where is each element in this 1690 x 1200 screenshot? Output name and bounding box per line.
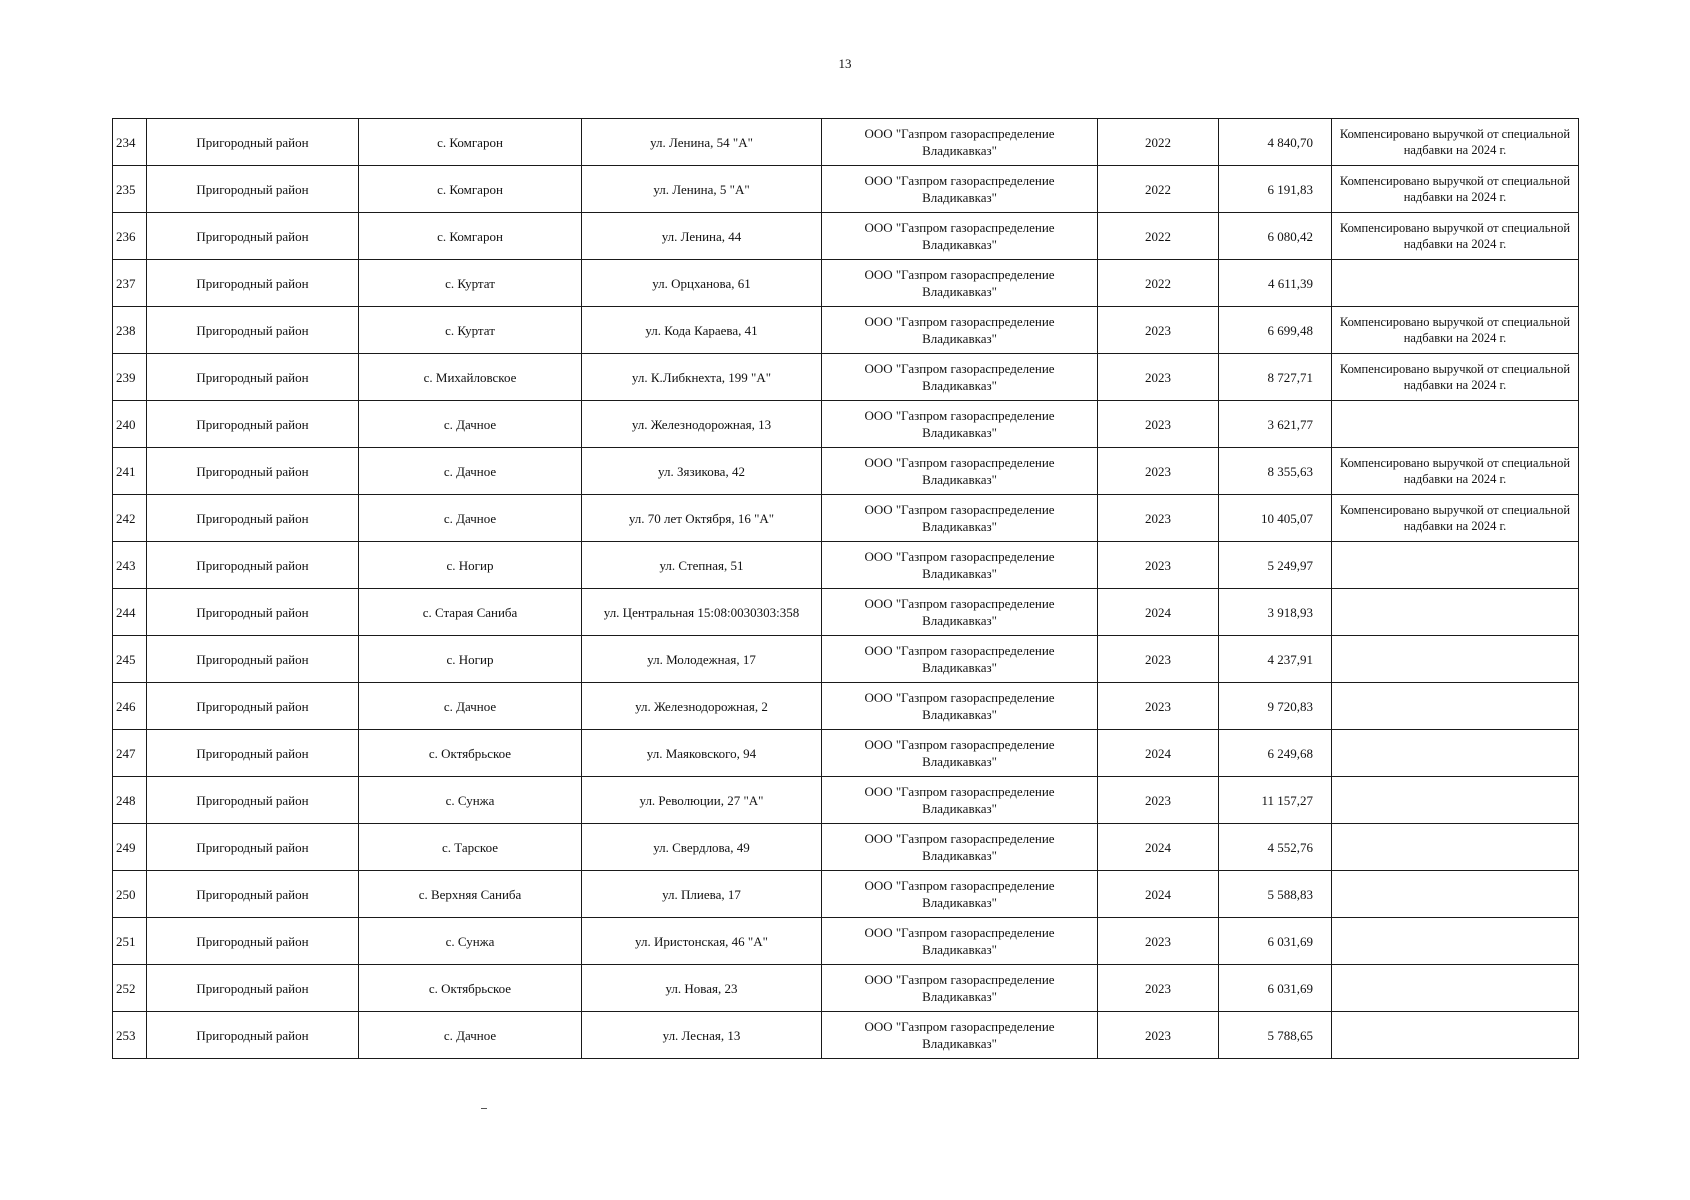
cell-company: ООО "Газпром газораспределение Владикавказ" (822, 260, 1098, 307)
cell-year: 2023 (1098, 401, 1219, 448)
cell-village: с. Дачное (359, 495, 582, 542)
cell-year: 2022 (1098, 213, 1219, 260)
cell-year: 2023 (1098, 448, 1219, 495)
cell-num: 239 (113, 354, 147, 401)
table-row (113, 448, 1579, 495)
cell-year: 2023 (1098, 683, 1219, 730)
cell-company: ООО "Газпром газораспределение Владикавказ" (822, 824, 1098, 871)
cell-num: 241 (113, 448, 147, 495)
cell-district: Пригородный район (147, 401, 359, 448)
cell-amount: 10 405,07 (1219, 495, 1332, 542)
cell-company: ООО "Газпром газораспределение Владикавказ" (822, 965, 1098, 1012)
cell-address: ул. Зязикова, 42 (582, 448, 822, 495)
cell-num: 234 (113, 119, 147, 166)
table-row (113, 307, 1579, 354)
cell-num: 249 (113, 824, 147, 871)
cell-num: 242 (113, 495, 147, 542)
cell-district: Пригородный район (147, 636, 359, 683)
cell-num: 253 (113, 1012, 147, 1059)
cell-company: ООО "Газпром газораспределение Владикавказ" (822, 213, 1098, 260)
cell-company: ООО "Газпром газораспределение Владикавказ" (822, 166, 1098, 213)
cell-address: ул. 70 лет Октября, 16 "А" (582, 495, 822, 542)
cell-amount: 6 031,69 (1219, 965, 1332, 1012)
cell-company: ООО "Газпром газораспределение Владикавказ" (822, 871, 1098, 918)
cell-company: ООО "Газпром газораспределение Владикавказ" (822, 307, 1098, 354)
cell-district: Пригородный район (147, 307, 359, 354)
cell-year: 2024 (1098, 824, 1219, 871)
cell-village: с. Комгарон (359, 166, 582, 213)
table-row (113, 495, 1579, 542)
table-row (113, 777, 1579, 824)
cell-amount: 4 237,91 (1219, 636, 1332, 683)
table-row (113, 119, 1579, 166)
cell-amount: 8 727,71 (1219, 354, 1332, 401)
cell-note (1332, 1012, 1579, 1059)
cell-district: Пригородный район (147, 730, 359, 777)
cell-note: Компенсировано выручкой от специальной надбавки на 2024 г. (1332, 448, 1579, 495)
cell-address: ул. Степная, 51 (582, 542, 822, 589)
table-row (113, 730, 1579, 777)
cell-address: ул. Ленина, 5 "А" (582, 166, 822, 213)
cell-amount: 4 552,76 (1219, 824, 1332, 871)
cell-district: Пригородный район (147, 260, 359, 307)
cell-year: 2024 (1098, 730, 1219, 777)
cell-address: ул. Железнодорожная, 13 (582, 401, 822, 448)
cell-note: Компенсировано выручкой от специальной надбавки на 2024 г. (1332, 119, 1579, 166)
cell-amount: 6 080,42 (1219, 213, 1332, 260)
cell-note (1332, 683, 1579, 730)
cell-address: ул. Железнодорожная, 2 (582, 683, 822, 730)
cell-year: 2022 (1098, 260, 1219, 307)
cell-district: Пригородный район (147, 166, 359, 213)
cell-amount: 6 249,68 (1219, 730, 1332, 777)
cell-num: 238 (113, 307, 147, 354)
cell-amount: 9 720,83 (1219, 683, 1332, 730)
page-number: 13 (838, 56, 852, 71)
cell-address: ул. Молодежная, 17 (582, 636, 822, 683)
cell-note (1332, 260, 1579, 307)
scan-mark (481, 1108, 487, 1109)
cell-note (1332, 777, 1579, 824)
cell-address: ул. К.Либкнехта, 199 "А" (582, 354, 822, 401)
cell-company: ООО "Газпром газораспределение Владикавказ" (822, 730, 1098, 777)
cell-company: ООО "Газпром газораспределение Владикавказ" (822, 119, 1098, 166)
cell-address: ул. Свердлова, 49 (582, 824, 822, 871)
cell-address: ул. Кода Караева, 41 (582, 307, 822, 354)
cell-address: ул. Революции, 27 "А" (582, 777, 822, 824)
cell-village: с. Дачное (359, 1012, 582, 1059)
table-row (113, 401, 1579, 448)
cell-note (1332, 730, 1579, 777)
cell-year: 2022 (1098, 119, 1219, 166)
cell-company: ООО "Газпром газораспределение Владикавказ" (822, 589, 1098, 636)
table-row (113, 542, 1579, 589)
cell-note (1332, 965, 1579, 1012)
cell-village: с. Куртат (359, 307, 582, 354)
cell-amount: 5 788,65 (1219, 1012, 1332, 1059)
table-row (113, 213, 1579, 260)
cell-village: с. Дачное (359, 683, 582, 730)
table-row (113, 683, 1579, 730)
cell-company: ООО "Газпром газораспределение Владикавказ" (822, 683, 1098, 730)
cell-village: с. Сунжа (359, 777, 582, 824)
cell-year: 2023 (1098, 777, 1219, 824)
cell-district: Пригородный район (147, 777, 359, 824)
table-row (113, 965, 1579, 1012)
cell-address: ул. Ленина, 54 "А" (582, 119, 822, 166)
table-row (113, 166, 1579, 213)
cell-company: ООО "Газпром газораспределение Владикавказ" (822, 1012, 1098, 1059)
data-table (112, 118, 1579, 1059)
cell-company: ООО "Газпром газораспределение Владикавказ" (822, 918, 1098, 965)
cell-village: с. Дачное (359, 448, 582, 495)
cell-village: с. Комгарон (359, 119, 582, 166)
cell-num: 236 (113, 213, 147, 260)
cell-year: 2023 (1098, 965, 1219, 1012)
cell-address: ул. Центральная 15:08:0030303:358 (582, 589, 822, 636)
cell-year: 2023 (1098, 636, 1219, 683)
cell-address: ул. Маяковского, 94 (582, 730, 822, 777)
cell-village: с. Куртат (359, 260, 582, 307)
cell-company: ООО "Газпром газораспределение Владикавказ" (822, 495, 1098, 542)
cell-year: 2023 (1098, 354, 1219, 401)
cell-village: с. Старая Саниба (359, 589, 582, 636)
cell-amount: 5 588,83 (1219, 871, 1332, 918)
cell-year: 2024 (1098, 589, 1219, 636)
cell-district: Пригородный район (147, 589, 359, 636)
cell-year: 2023 (1098, 1012, 1219, 1059)
cell-address: ул. Новая, 23 (582, 965, 822, 1012)
cell-amount: 6 191,83 (1219, 166, 1332, 213)
cell-num: 246 (113, 683, 147, 730)
table-row (113, 636, 1579, 683)
cell-district: Пригородный район (147, 542, 359, 589)
table-row (113, 354, 1579, 401)
cell-district: Пригородный район (147, 213, 359, 260)
cell-district: Пригородный район (147, 448, 359, 495)
cell-num: 247 (113, 730, 147, 777)
cell-district: Пригородный район (147, 918, 359, 965)
cell-company: ООО "Газпром газораспределение Владикавказ" (822, 777, 1098, 824)
cell-amount: 4 840,70 (1219, 119, 1332, 166)
cell-company: ООО "Газпром газораспределение Владикавказ" (822, 636, 1098, 683)
cell-district: Пригородный район (147, 354, 359, 401)
table-row (113, 260, 1579, 307)
cell-address: ул. Орцханова, 61 (582, 260, 822, 307)
cell-address: ул. Плиева, 17 (582, 871, 822, 918)
cell-company: ООО "Газпром газораспределение Владикавказ" (822, 448, 1098, 495)
cell-note (1332, 824, 1579, 871)
cell-year: 2023 (1098, 542, 1219, 589)
cell-note (1332, 401, 1579, 448)
cell-amount: 8 355,63 (1219, 448, 1332, 495)
cell-num: 235 (113, 166, 147, 213)
cell-amount: 3 918,93 (1219, 589, 1332, 636)
cell-year: 2022 (1098, 166, 1219, 213)
cell-num: 252 (113, 965, 147, 1012)
table-body (113, 119, 1579, 1059)
cell-village: с. Ногир (359, 636, 582, 683)
table-row (113, 1012, 1579, 1059)
cell-amount: 5 249,97 (1219, 542, 1332, 589)
cell-num: 250 (113, 871, 147, 918)
cell-note (1332, 871, 1579, 918)
cell-address: ул. Ленина, 44 (582, 213, 822, 260)
cell-village: с. Октябрьское (359, 965, 582, 1012)
cell-year: 2023 (1098, 495, 1219, 542)
cell-amount: 6 699,48 (1219, 307, 1332, 354)
cell-address: ул. Иристонская, 46 "А" (582, 918, 822, 965)
cell-company: ООО "Газпром газораспределение Владикавказ" (822, 401, 1098, 448)
cell-district: Пригородный район (147, 683, 359, 730)
cell-note: Компенсировано выручкой от специальной надбавки на 2024 г. (1332, 166, 1579, 213)
cell-village: с. Сунжа (359, 918, 582, 965)
cell-note: Компенсировано выручкой от специальной надбавки на 2024 г. (1332, 495, 1579, 542)
cell-village: с. Верхняя Саниба (359, 871, 582, 918)
cell-company: ООО "Газпром газораспределение Владикавказ" (822, 354, 1098, 401)
cell-amount: 6 031,69 (1219, 918, 1332, 965)
cell-note (1332, 542, 1579, 589)
cell-village: с. Дачное (359, 401, 582, 448)
table-row (113, 589, 1579, 636)
cell-note: Компенсировано выручкой от специальной надбавки на 2024 г. (1332, 213, 1579, 260)
table-row (113, 824, 1579, 871)
cell-company: ООО "Газпром газораспределение Владикавказ" (822, 542, 1098, 589)
cell-district: Пригородный район (147, 871, 359, 918)
cell-village: с. Михайловское (359, 354, 582, 401)
cell-district: Пригородный район (147, 1012, 359, 1059)
cell-note (1332, 589, 1579, 636)
cell-num: 245 (113, 636, 147, 683)
cell-district: Пригородный район (147, 965, 359, 1012)
cell-village: с. Комгарон (359, 213, 582, 260)
cell-district: Пригородный район (147, 824, 359, 871)
table-row (113, 918, 1579, 965)
cell-num: 243 (113, 542, 147, 589)
table-row (113, 871, 1579, 918)
cell-note (1332, 636, 1579, 683)
cell-num: 244 (113, 589, 147, 636)
cell-num: 248 (113, 777, 147, 824)
cell-year: 2023 (1098, 307, 1219, 354)
cell-num: 251 (113, 918, 147, 965)
cell-amount: 4 611,39 (1219, 260, 1332, 307)
cell-amount: 11 157,27 (1219, 777, 1332, 824)
cell-amount: 3 621,77 (1219, 401, 1332, 448)
cell-village: с. Ногир (359, 542, 582, 589)
cell-year: 2023 (1098, 918, 1219, 965)
cell-num: 240 (113, 401, 147, 448)
cell-district: Пригородный район (147, 119, 359, 166)
cell-note: Компенсировано выручкой от специальной надбавки на 2024 г. (1332, 354, 1579, 401)
cell-village: с. Тарское (359, 824, 582, 871)
cell-year: 2024 (1098, 871, 1219, 918)
cell-village: с. Октябрьское (359, 730, 582, 777)
cell-district: Пригородный район (147, 495, 359, 542)
cell-address: ул. Лесная, 13 (582, 1012, 822, 1059)
cell-note: Компенсировано выручкой от специальной надбавки на 2024 г. (1332, 307, 1579, 354)
cell-note (1332, 918, 1579, 965)
cell-num: 237 (113, 260, 147, 307)
